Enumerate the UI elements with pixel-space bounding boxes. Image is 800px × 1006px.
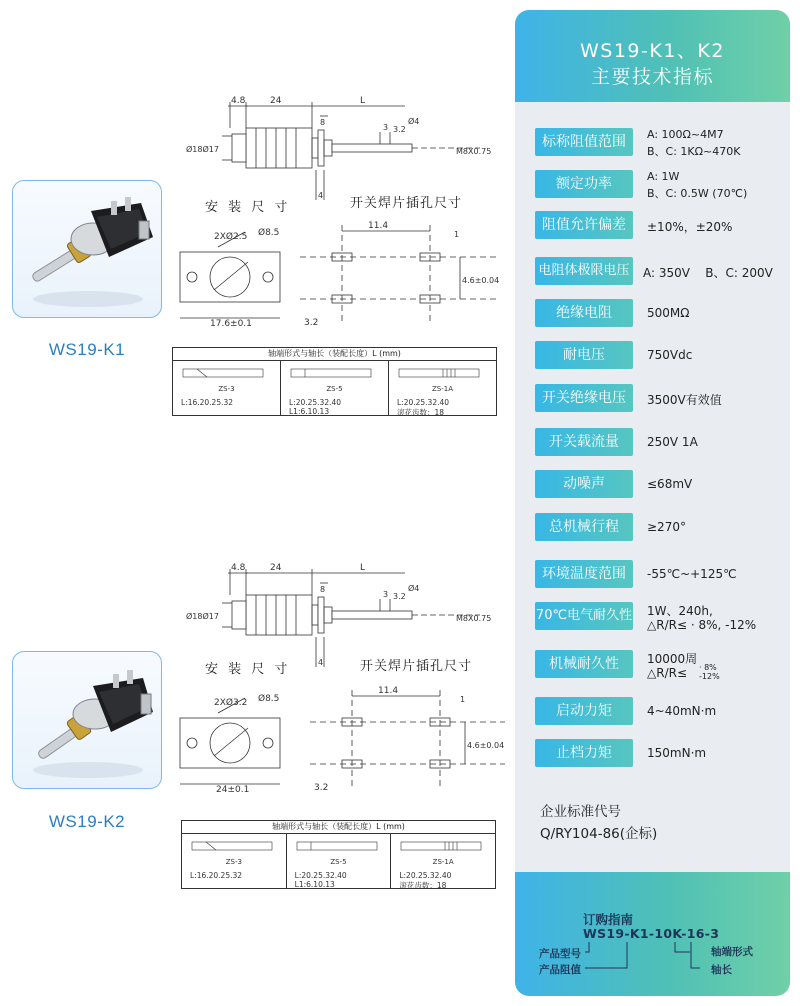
drawing-k1-pins bbox=[300, 215, 505, 335]
spec-panel bbox=[515, 10, 790, 996]
svg-text:Ø8.5: Ø8.5 bbox=[258, 694, 280, 704]
spec-row-insulation: 绝缘电阻 500MΩ bbox=[535, 299, 785, 327]
spec-row-noise: 动噪声 ≤68mV bbox=[535, 470, 785, 498]
shaft-table-header: 轴端形式与轴长（装配长度）L (mm) bbox=[173, 348, 496, 361]
dim-4-8: 4.8 bbox=[231, 96, 246, 106]
dim-24: 24 bbox=[270, 96, 282, 106]
install-caption-k2: 安 装 尺 寸 bbox=[205, 662, 291, 677]
spec-row-starting-torque: 启动力矩 4~40mN·m bbox=[535, 697, 785, 725]
dim-8: 8 bbox=[320, 118, 326, 127]
svg-text:1: 1 bbox=[460, 695, 466, 704]
shaft-table-k2: 轴端形式与轴长（装配长度）L (mm) ZS-3 L:16.20.25.32 ZS-5 L:20.25.32.40 L1:6.10.13 ZS-1A L:20.25.32.40 滚花齿数：18 bbox=[181, 820, 496, 889]
spec-title-line2: 主要技术指标 bbox=[590, 66, 714, 88]
pin-height: 4.6±0.04 bbox=[462, 276, 500, 285]
pin-w: 3.2 bbox=[304, 318, 319, 328]
order-code: WS19-K1-10K-16-3 bbox=[583, 926, 720, 941]
shaft-col-zs5: ZS-5 L:20.25.32.40 L1:6.10.13 bbox=[287, 834, 392, 888]
svg-text:2XØ3.2: 2XØ3.2 bbox=[214, 698, 248, 708]
dim-3-2: 3.2 bbox=[393, 125, 406, 134]
order-label-resistance: 产品阻值 bbox=[539, 964, 581, 976]
order-label-shaft-len: 轴长 bbox=[711, 964, 732, 976]
drawing-k1-flange bbox=[170, 222, 285, 334]
install-caption-k1: 安 装 尺 寸 bbox=[205, 200, 291, 215]
svg-text:11.4: 11.4 bbox=[378, 686, 399, 696]
product-label-k2: WS19-K2 bbox=[48, 812, 126, 831]
svg-text:L: L bbox=[360, 563, 366, 573]
dim-3: 3 bbox=[383, 123, 389, 132]
spec-row-electrical-endurance: 70℃电气耐久性 1W、240h, △R/R≤ · 8%, -12% bbox=[535, 604, 757, 632]
spec-row-limit-voltage: 电阻体极限电压 A: 350V B、C: 200V bbox=[535, 257, 785, 285]
svg-text:8: 8 bbox=[320, 585, 326, 594]
drawing-k2-pins bbox=[310, 680, 515, 800]
svg-text:24: 24 bbox=[270, 563, 282, 573]
switch-caption-k2: 开关焊片插孔尺寸 bbox=[360, 659, 473, 674]
order-label-shaft-type: 轴端形式 bbox=[711, 946, 753, 958]
spec-row-switch-insulation: 开关绝缘电压 3500V有效值 bbox=[535, 384, 785, 412]
dim-diameter: Ø18Ø17 bbox=[186, 145, 219, 154]
dim-L: L bbox=[360, 96, 366, 106]
switch-caption-k1: 开关焊片插孔尺寸 bbox=[350, 196, 463, 211]
order-label-model: 产品型号 bbox=[539, 948, 581, 960]
drawing-k2-side-view bbox=[180, 555, 510, 667]
spec-row-rated-power: 额定功率 A: 1W B、C: 0.5W (70℃) bbox=[535, 170, 785, 198]
svg-text:3.2: 3.2 bbox=[393, 592, 406, 601]
svg-text:M8X0.75: M8X0.75 bbox=[456, 614, 492, 623]
shaft-table-k1 bbox=[172, 347, 497, 416]
spec-title-line1: WS19-K1、K2 bbox=[580, 40, 725, 62]
spec-row-travel: 总机械行程 ≥270° bbox=[535, 513, 785, 541]
shaft-col-zs5: ZS-5 L:20.25.32.40 L1:6.10.13 bbox=[281, 361, 389, 415]
pin-pitch: 11.4 bbox=[368, 221, 389, 231]
standard-title: 企业标准代号 bbox=[540, 804, 621, 820]
shaft-col-zs3: ZS-3 L:16.20.25.32 bbox=[182, 834, 287, 888]
svg-text:24±0.1: 24±0.1 bbox=[216, 785, 250, 795]
svg-text:Ø4: Ø4 bbox=[408, 584, 420, 593]
spec-row-stop-torque: 止档力矩 150mN·m bbox=[535, 739, 785, 767]
svg-text:3: 3 bbox=[383, 590, 389, 599]
spec-row-mechanical-endurance: 机械耐久性 10000周 △R/R≤ · 8% -12% bbox=[535, 650, 785, 678]
order-guide-title: 订购指南 bbox=[583, 912, 634, 927]
pin-one: 1 bbox=[454, 230, 460, 239]
drawing-k1-side-view bbox=[180, 88, 510, 200]
spec-row-withstand-voltage: 耐电压 750Vdc bbox=[535, 341, 785, 369]
dim-4b: 4 bbox=[318, 191, 324, 200]
flange-holes: 2XØ2.5 bbox=[214, 232, 248, 242]
flange-hole: Ø8.5 bbox=[258, 228, 280, 238]
shaft-col-zs3: ZS-3 L:16.20.25.32 bbox=[173, 361, 281, 415]
spec-row-tolerance: 阻值允许偏差 ±10%，±20% bbox=[535, 211, 785, 239]
dim-thread: M8X0.75 bbox=[456, 147, 492, 156]
dim-phi4: Ø4 bbox=[408, 117, 420, 126]
shaft-col-zs1a: ZS-1A L:20.25.32.40 滚花齿数：18 bbox=[391, 834, 495, 888]
product-photo-k1 bbox=[12, 180, 162, 318]
shaft-col-zs1a: ZS-1A L:20.25.32.40 滚花齿数：18 bbox=[389, 361, 496, 415]
svg-text:3.2: 3.2 bbox=[314, 783, 329, 793]
svg-text:Ø18Ø17: Ø18Ø17 bbox=[186, 612, 219, 621]
drawing-k2-flange bbox=[170, 688, 285, 800]
product-photo-k2 bbox=[12, 651, 162, 789]
svg-text:4.6±0.04: 4.6±0.04 bbox=[467, 741, 505, 750]
spec-row-temperature: 环境温度范围 -55℃~+125℃ bbox=[535, 560, 785, 588]
flange-width: 17.6±0.1 bbox=[210, 319, 252, 329]
svg-text:4.8: 4.8 bbox=[231, 563, 246, 573]
svg-text:4: 4 bbox=[318, 658, 324, 667]
product-label-k1: WS19-K1 bbox=[48, 340, 126, 359]
order-guide bbox=[515, 872, 790, 996]
standard-code: Q/RY104-86(企标) bbox=[540, 826, 658, 842]
spec-row-resistance-range: 标称阻值范围 A: 100Ω~4M7 B、C: 1KΩ~470K bbox=[535, 128, 785, 156]
spec-row-switch-current: 开关载流量 250V 1A bbox=[535, 428, 785, 456]
